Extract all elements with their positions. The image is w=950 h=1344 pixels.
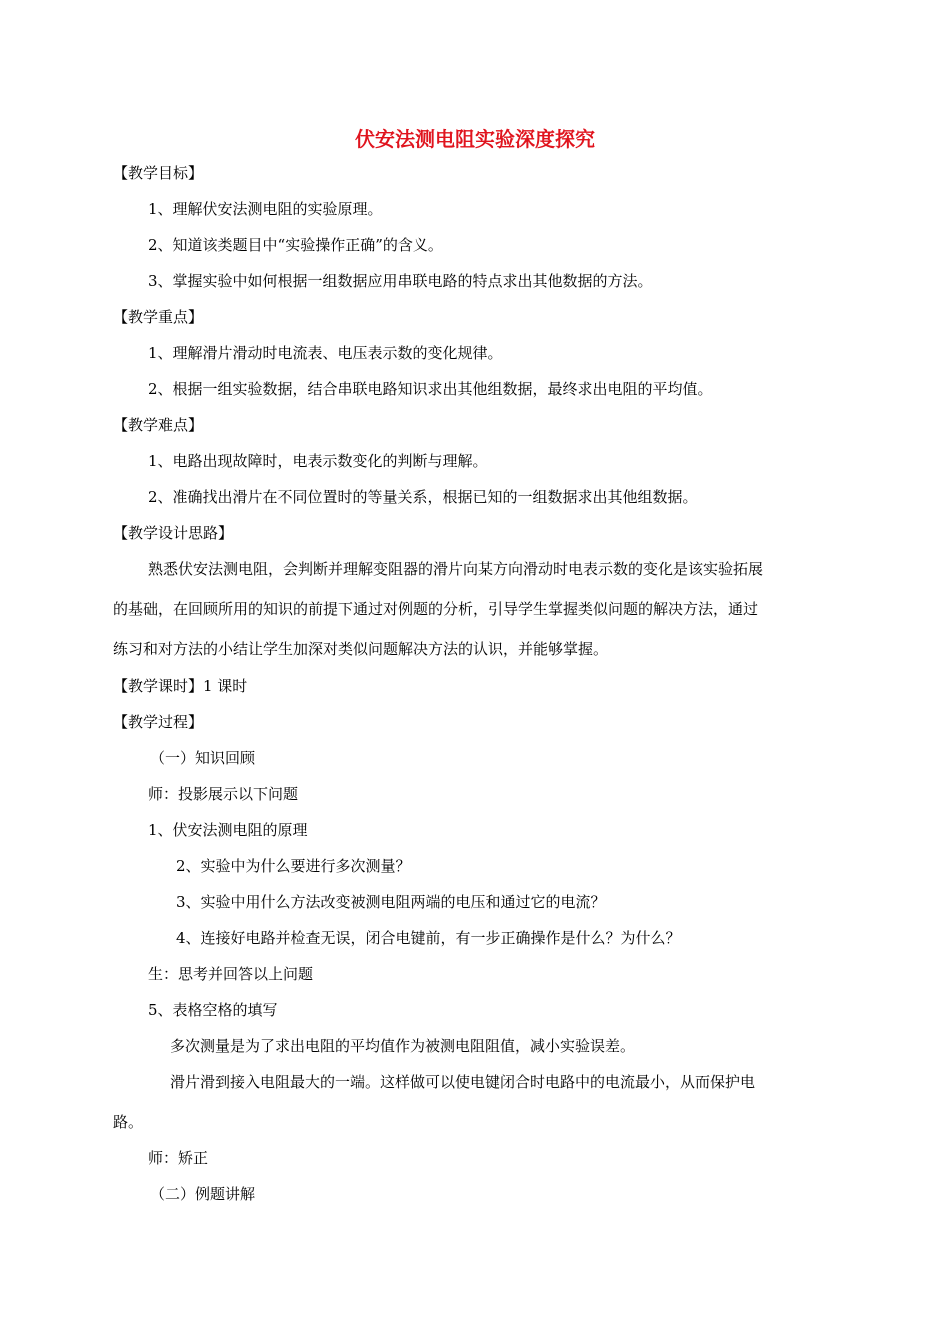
question-1: 1、伏安法测电阻的原理 [148,821,308,839]
teacher-line-1: 师：投影展示以下问题 [148,785,299,803]
teacher-line-2: 师：矫正 [148,1149,209,1167]
design-heading: 【教学设计思路】 [113,524,234,542]
example-subheading: （二）例题讲解 [150,1185,256,1203]
design-paragraph-line-3: 练习和对方法的小结让学生加深对类似问题解决方法的认识，并能够掌握。 [113,640,609,658]
question-2: 2、实验中为什么要进行多次测量？ [176,857,411,875]
goal-item-2: 2、知道该类题目中“实验操作正确”的含义。 [148,236,443,254]
process-heading: 【教学过程】 [113,713,204,731]
key-point-item-1: 1、理解滑片滑动时电流表、电压表示数的变化规律。 [148,344,503,362]
review-subheading: （一）知识回顾 [150,749,256,767]
goals-heading: 【教学目标】 [113,164,204,182]
document-title: 伏安法测电阻实验深度探究 [355,127,595,151]
goal-item-1: 1、理解伏安法测电阻的实验原理。 [148,200,383,218]
difficulty-item-1: 1、电路出现故障时，电表示数变化的判断与理解。 [148,452,488,470]
answer-2-line-2: 路。 [113,1113,144,1131]
key-points-heading: 【教学重点】 [113,308,204,326]
answer-1: 多次测量是为了求出电阻的平均值作为被测电阻阻值，减小实验误差。 [170,1037,636,1055]
key-point-item-2: 2、根据一组实验数据，结合串联电路知识求出其他组数据，最终求出电阻的平均值。 [148,380,713,398]
difficulty-item-2: 2、准确找出滑片在不同位置时的等量关系，根据已知的一组数据求出其他组数据。 [148,488,698,506]
question-3: 3、实验中用什么方法改变被测电阻两端的电压和通过它的电流？ [176,893,606,911]
question-4: 4、连接好电路并检查无误，闭合电键前，有一步正确操作是什么？为什么？ [176,929,681,947]
question-5: 5、表格空格的填写 [148,1001,278,1019]
design-paragraph-line-2: 的基础，在回顾所用的知识的前提下通过对例题的分析，引导学生掌握类似问题的解决方法，通过 [113,600,759,618]
design-paragraph-line-1: 熟悉伏安法测电阻，会判断并理解变阻器的滑片向某方向滑动时电表示数的变化是该实验拓展 [148,560,764,578]
answer-2-line-1: 滑片滑到接入电阻最大的一端。这样做可以使电键闭合时电路中的电流最小，从而保护电 [170,1073,756,1091]
hours-heading: 【教学课时】1 课时 [113,677,248,695]
goal-item-3: 3、掌握实验中如何根据一组数据应用串联电路的特点求出其他数据的方法。 [148,272,653,290]
difficulties-heading: 【教学难点】 [113,416,204,434]
student-line: 生：思考并回答以上问题 [148,965,314,983]
